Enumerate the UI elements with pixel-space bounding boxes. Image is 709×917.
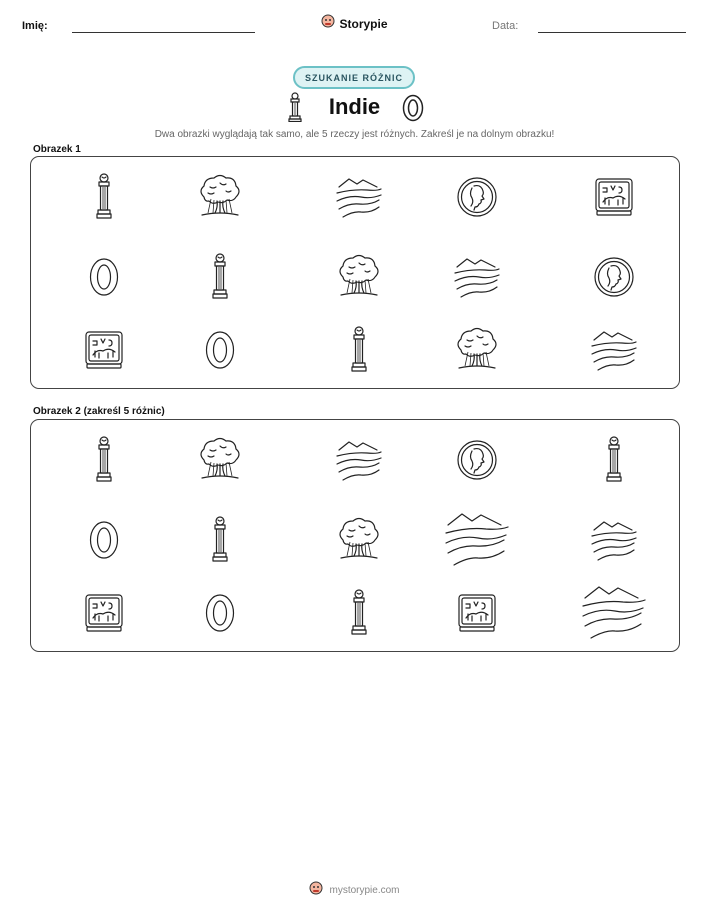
picture-2-panel[interactable]	[30, 419, 680, 652]
pillar-icon	[287, 92, 303, 127]
coin-icon[interactable]	[437, 425, 517, 495]
seal-icon[interactable]	[64, 578, 144, 648]
picture-1-panel	[30, 156, 680, 389]
river-icon[interactable]	[319, 425, 399, 495]
title-row	[0, 92, 709, 124]
zero-icon[interactable]	[64, 505, 144, 575]
banyan-tree-icon[interactable]	[180, 425, 260, 495]
activity-badge: SZUKANIE RÓŻNIC	[293, 66, 415, 89]
footer	[0, 881, 709, 900]
seal-icon	[64, 315, 144, 385]
zero-icon	[64, 242, 144, 312]
zero-icon	[402, 94, 424, 127]
picture-1-label: Obrazek 1	[33, 144, 81, 155]
river-icon[interactable]	[437, 505, 517, 575]
banyan-tree-icon[interactable]	[319, 505, 399, 575]
coin-icon	[437, 162, 517, 232]
brand-name: Storypie	[339, 16, 388, 31]
footer-site[interactable]: mystorypie.com	[329, 885, 400, 896]
pillar-icon	[64, 162, 144, 232]
river-icon	[319, 162, 399, 232]
river-icon	[437, 242, 517, 312]
page-title: Indie	[328, 94, 381, 119]
river-icon[interactable]	[574, 578, 654, 648]
pillar-icon	[180, 242, 260, 312]
seal-icon	[574, 162, 654, 232]
name-label: Imię:	[22, 20, 48, 32]
pillar-icon[interactable]	[180, 505, 260, 575]
storypie-logo-icon	[309, 881, 323, 900]
river-icon[interactable]	[574, 505, 654, 575]
coin-icon	[574, 242, 654, 312]
pillar-icon[interactable]	[319, 578, 399, 648]
brand	[0, 14, 709, 33]
picture-2-label: Obrazek 2 (zakreśl 5 różnic)	[33, 406, 165, 417]
pillar-icon[interactable]	[574, 425, 654, 495]
zero-icon	[180, 315, 260, 385]
banyan-tree-icon	[319, 242, 399, 312]
pillar-icon[interactable]	[64, 425, 144, 495]
river-icon	[574, 315, 654, 385]
pillar-icon	[319, 315, 399, 385]
zero-icon[interactable]	[180, 578, 260, 648]
instructions: Dwa obrazki wyglądają tak samo, ale 5 rzeczy jest różnych. Zakreśl je na dolnym obrazku!	[154, 129, 555, 140]
storypie-logo-icon	[321, 14, 335, 33]
seal-icon[interactable]	[437, 578, 517, 648]
banyan-tree-icon	[180, 162, 260, 232]
date-label: Data:	[492, 20, 519, 32]
banyan-tree-icon	[437, 315, 517, 385]
date-line[interactable]	[538, 32, 686, 33]
